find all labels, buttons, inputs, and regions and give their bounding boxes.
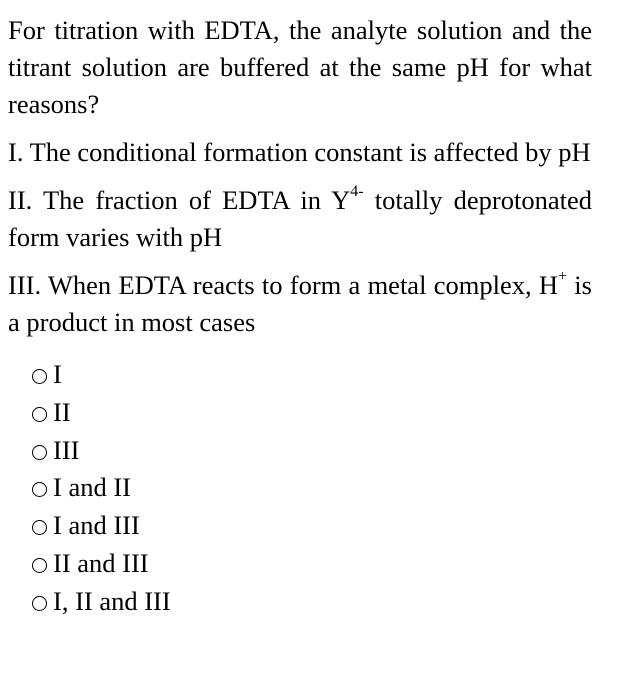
- question-text: For titration with EDTA, the analyte solution and the titrant solution are buffered at the same pH for what reasons?: [8, 15, 592, 119]
- option-label: III: [53, 434, 80, 465]
- answer-options: [8, 356, 592, 621]
- statement-3-text: III. When EDTA reacts to form a metal complex, H: [8, 270, 558, 300]
- statement-1-text: I. The conditional formation constant is affected by pH: [8, 137, 591, 167]
- statement-2-text: II. The fraction of EDTA in Y: [8, 185, 351, 215]
- radio-circle-icon[interactable]: [32, 520, 47, 535]
- radio-circle-icon[interactable]: [32, 482, 47, 497]
- statement-1: [8, 134, 592, 171]
- radio-circle-icon[interactable]: [32, 558, 47, 573]
- option-label: I, II and III: [53, 585, 171, 616]
- radio-circle-icon[interactable]: [32, 407, 47, 422]
- option-ii[interactable]: [32, 394, 592, 432]
- option-label: I and III: [53, 510, 140, 541]
- statement-2: [8, 182, 592, 256]
- option-i-ii-and-iii[interactable]: [32, 583, 592, 621]
- statement-3-superscript: +: [558, 268, 568, 286]
- option-iii[interactable]: [32, 432, 592, 470]
- statement-3: [8, 267, 592, 341]
- option-label: II: [53, 396, 71, 427]
- option-label: I: [53, 359, 62, 389]
- option-label: II and III: [53, 547, 149, 578]
- statement-3-text-rest: is a product in most cases: [8, 270, 592, 337]
- option-i-and-iii[interactable]: [32, 507, 592, 545]
- option-ii-and-iii[interactable]: [32, 545, 592, 583]
- option-i[interactable]: [32, 356, 592, 394]
- statement-2-text-rest: totally deprotonated form varies with pH: [8, 185, 592, 252]
- radio-circle-icon[interactable]: [32, 369, 47, 384]
- option-label: I and II: [53, 472, 131, 503]
- radio-circle-icon[interactable]: [32, 445, 47, 460]
- option-i-and-ii[interactable]: [32, 469, 592, 507]
- radio-circle-icon[interactable]: [32, 596, 47, 611]
- statement-2-superscript: 4-: [350, 183, 364, 201]
